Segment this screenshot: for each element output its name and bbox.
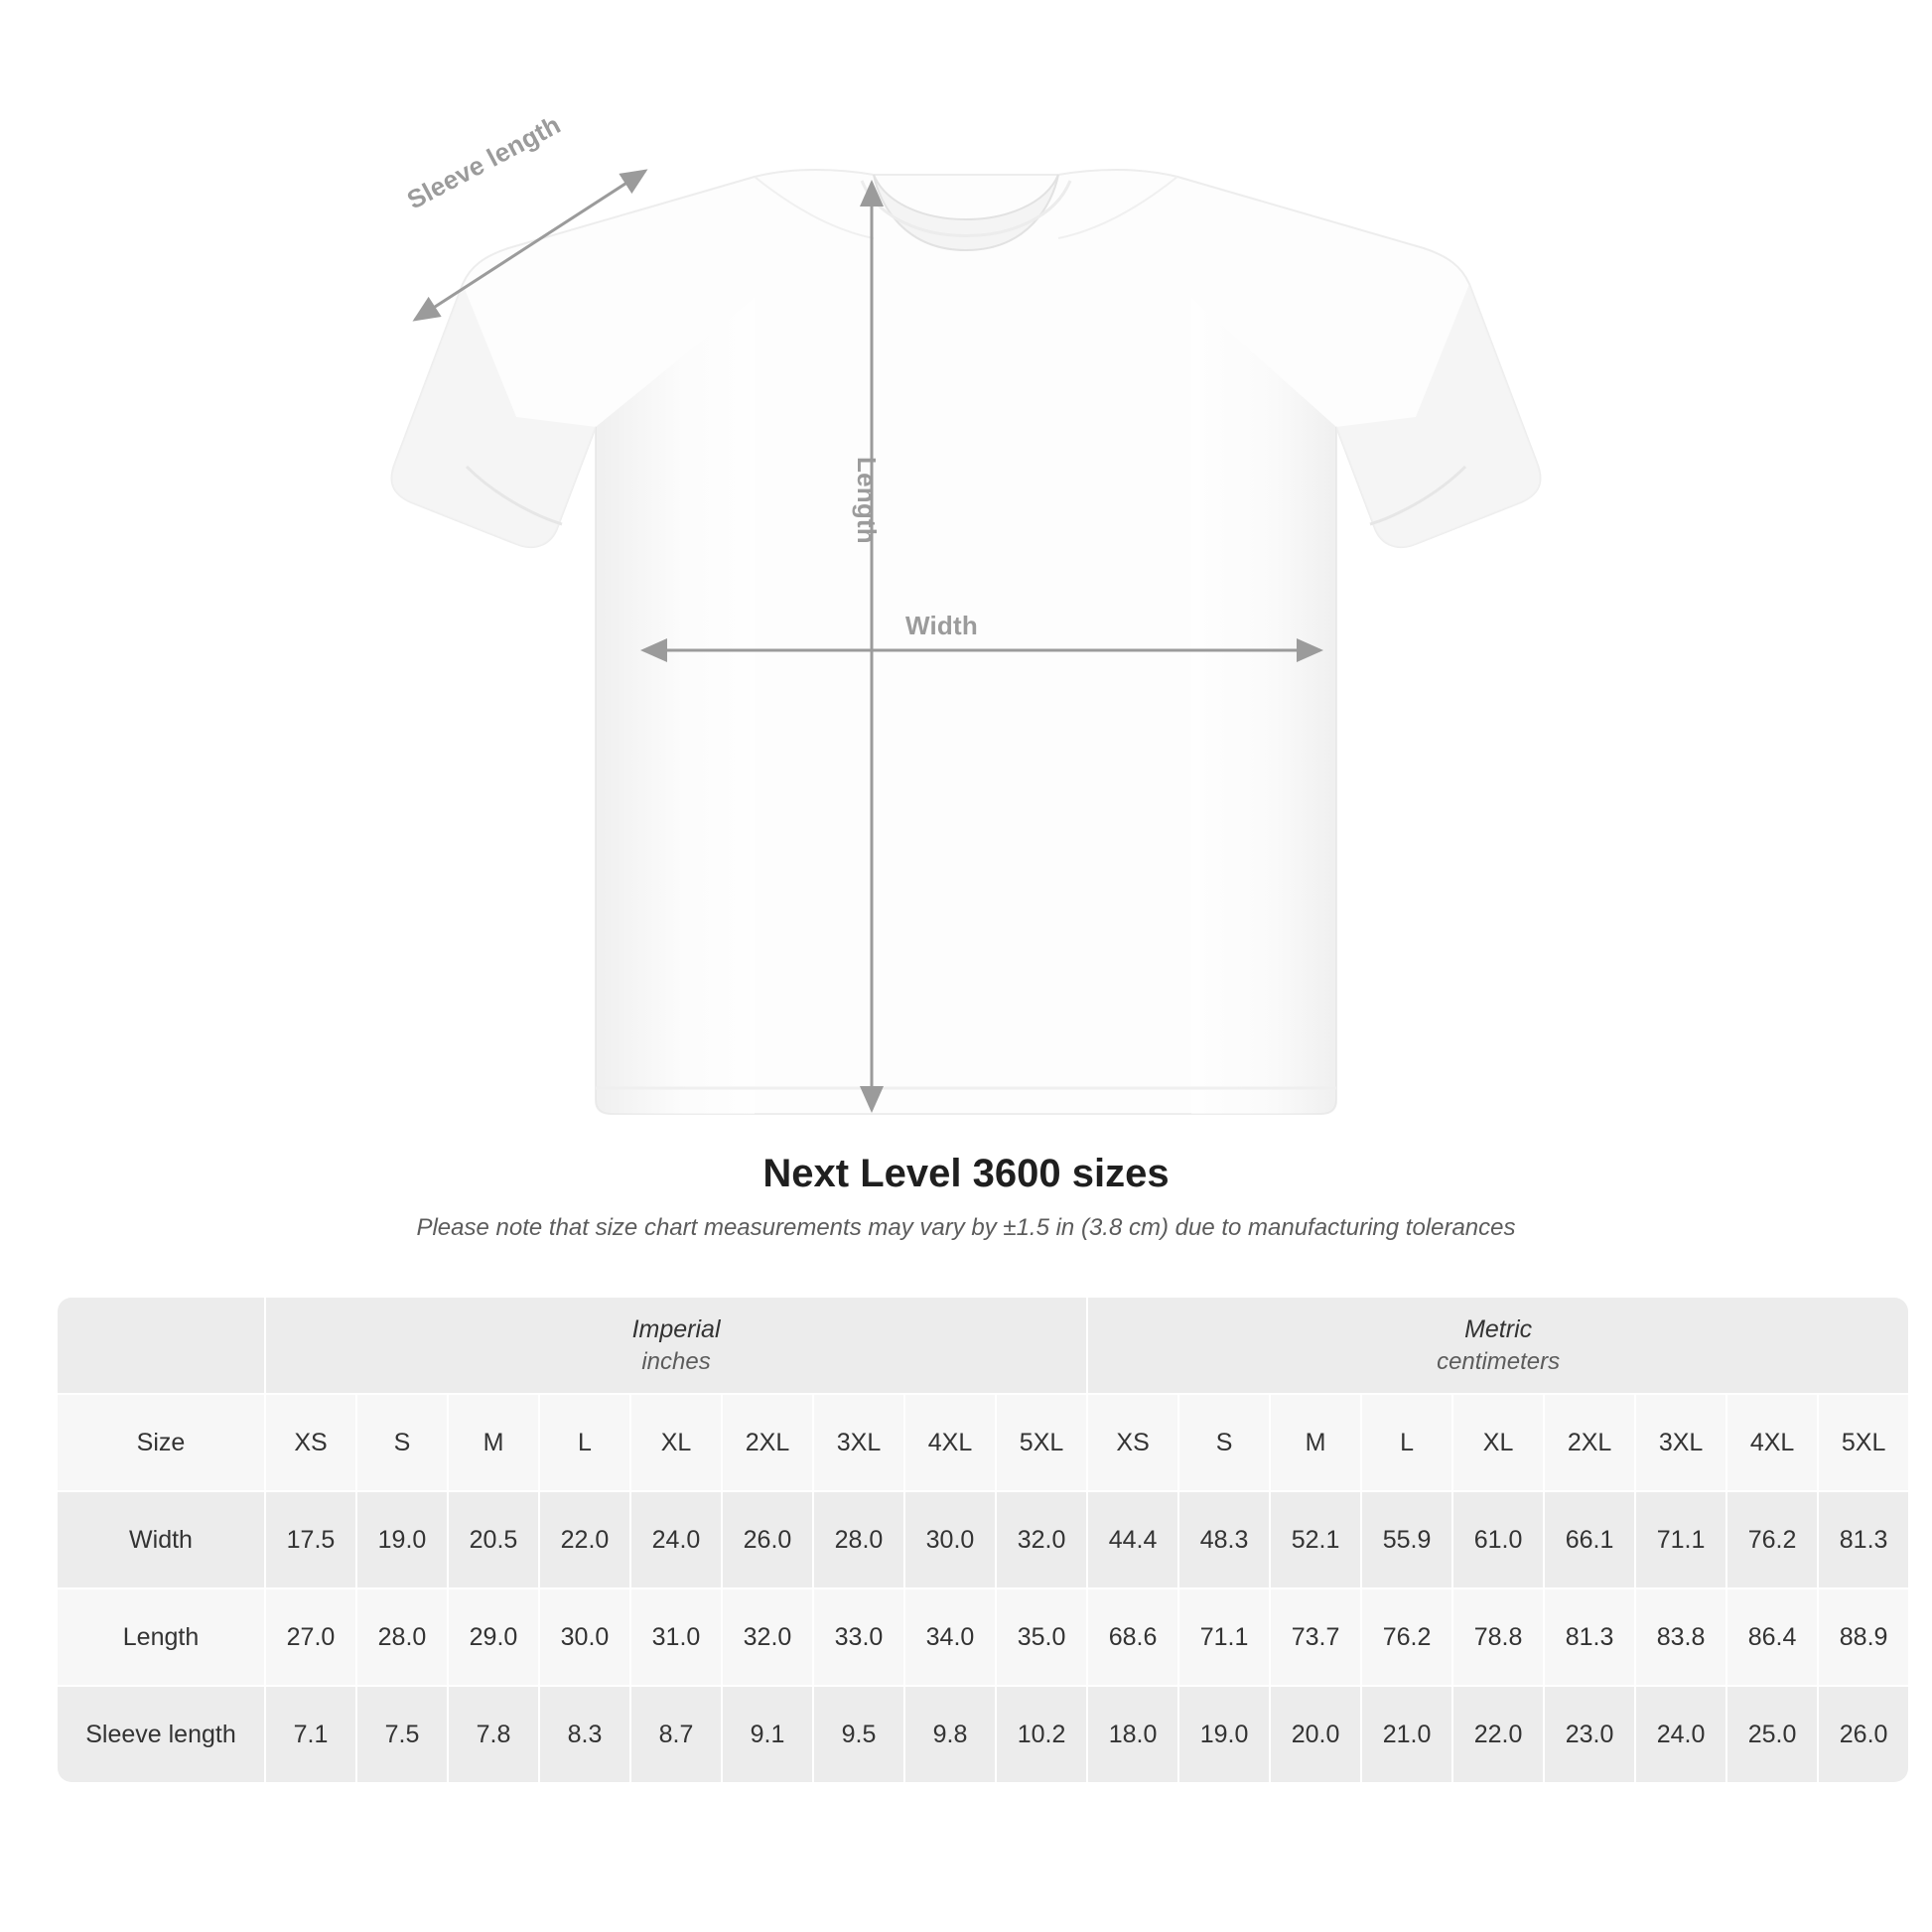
cell-length-imp-l: 30.0 [540,1589,629,1685]
unit-header-row [58,1298,1908,1393]
size-col-imp-2xl: 2XL [723,1395,812,1490]
cell-sleeve-met-xs: 18.0 [1088,1687,1177,1782]
size-col-met-s: S [1179,1395,1269,1490]
size-col-imp-s: S [357,1395,447,1490]
size-header-row [58,1395,1908,1490]
cell-sleeve-imp-xl: 8.7 [631,1687,721,1782]
size-row-label: Size [58,1395,264,1490]
imperial-label: Imperial [631,1314,721,1343]
metric-label: Metric [1464,1314,1533,1343]
size-col-met-4xl: 4XL [1727,1395,1817,1490]
table-corner-cell [58,1298,264,1393]
cell-sleeve-met-3xl: 24.0 [1636,1687,1725,1782]
size-col-met-2xl: 2XL [1545,1395,1634,1490]
size-col-imp-5xl: 5XL [997,1395,1086,1490]
size-col-imp-xs: XS [266,1395,355,1490]
size-col-imp-m: M [449,1395,538,1490]
cell-length-imp-xs: 27.0 [266,1589,355,1685]
size-col-imp-4xl: 4XL [905,1395,995,1490]
cell-width-met-m: 52.1 [1271,1492,1360,1587]
cell-sleeve-met-s: 19.0 [1179,1687,1269,1782]
row-label-length: Length [58,1589,264,1685]
row-label-width: Width [58,1492,264,1587]
cell-sleeve-imp-4xl: 9.8 [905,1687,995,1782]
cell-length-met-4xl: 86.4 [1727,1589,1817,1685]
cell-sleeve-met-4xl: 25.0 [1727,1687,1817,1782]
cell-width-met-2xl: 66.1 [1545,1492,1634,1587]
cell-sleeve-met-l: 21.0 [1362,1687,1451,1782]
size-col-met-xs: XS [1088,1395,1177,1490]
size-col-met-5xl: 5XL [1819,1395,1908,1490]
cell-sleeve-met-xl: 22.0 [1453,1687,1543,1782]
cell-length-met-2xl: 81.3 [1545,1589,1634,1685]
cell-sleeve-met-2xl: 23.0 [1545,1687,1634,1782]
cell-sleeve-met-m: 20.0 [1271,1687,1360,1782]
cell-width-imp-5xl: 32.0 [997,1492,1086,1587]
cell-width-met-l: 55.9 [1362,1492,1451,1587]
size-col-imp-3xl: 3XL [814,1395,903,1490]
cell-sleeve-imp-5xl: 10.2 [997,1687,1086,1782]
cell-width-imp-xl: 24.0 [631,1492,721,1587]
cell-length-met-m: 73.7 [1271,1589,1360,1685]
width-dimension-label: Width [905,611,978,640]
cell-width-imp-3xl: 28.0 [814,1492,903,1587]
cell-length-imp-2xl: 32.0 [723,1589,812,1685]
cell-width-imp-xs: 17.5 [266,1492,355,1587]
cell-length-imp-3xl: 33.0 [814,1589,903,1685]
cell-width-imp-m: 20.5 [449,1492,538,1587]
table-row-sleeve-length [58,1687,1908,1782]
size-col-met-l: L [1362,1395,1451,1490]
size-col-met-xl: XL [1453,1395,1543,1490]
cell-length-met-l: 76.2 [1362,1589,1451,1685]
metric-group-header [1088,1298,1908,1393]
imperial-unit: inches [641,1347,711,1375]
tshirt-shape [392,170,1541,1114]
cell-width-met-xl: 61.0 [1453,1492,1543,1587]
cell-width-met-5xl: 81.3 [1819,1492,1908,1587]
cell-length-met-3xl: 83.8 [1636,1589,1725,1685]
cell-sleeve-imp-3xl: 9.5 [814,1687,903,1782]
imperial-group-header [266,1298,1086,1393]
cell-length-imp-s: 28.0 [357,1589,447,1685]
cell-length-met-xs: 68.6 [1088,1589,1177,1685]
cell-width-imp-s: 19.0 [357,1492,447,1587]
cell-length-imp-m: 29.0 [449,1589,538,1685]
cell-width-imp-2xl: 26.0 [723,1492,812,1587]
cell-sleeve-met-5xl: 26.0 [1819,1687,1908,1782]
cell-sleeve-imp-l: 8.3 [540,1687,629,1782]
sleeve-length-dimension-label: Sleeve length [402,109,566,215]
cell-width-met-s: 48.3 [1179,1492,1269,1587]
cell-length-imp-5xl: 35.0 [997,1589,1086,1685]
cell-width-imp-l: 22.0 [540,1492,629,1587]
cell-sleeve-imp-s: 7.5 [357,1687,447,1782]
cell-sleeve-imp-xs: 7.1 [266,1687,355,1782]
row-label-sleeve-length: Sleeve length [58,1687,264,1782]
tolerance-note: Please note that size chart measurements may vary by ±1.5 in (3.8 cm) due to manufacturing tolerances [416,1214,1516,1241]
table-row-width [58,1492,1908,1587]
cell-sleeve-imp-m: 7.8 [449,1687,538,1782]
size-col-imp-xl: XL [631,1395,721,1490]
cell-length-imp-4xl: 34.0 [905,1589,995,1685]
table-row-length [58,1589,1908,1685]
cell-length-imp-xl: 31.0 [631,1589,721,1685]
cell-length-met-xl: 78.8 [1453,1589,1543,1685]
cell-length-met-5xl: 88.9 [1819,1589,1908,1685]
cell-width-met-xs: 44.4 [1088,1492,1177,1587]
size-col-met-m: M [1271,1395,1360,1490]
cell-sleeve-imp-2xl: 9.1 [723,1687,812,1782]
cell-width-met-4xl: 76.2 [1727,1492,1817,1587]
size-table [56,1296,1910,1784]
size-col-met-3xl: 3XL [1636,1395,1725,1490]
size-col-imp-l: L [540,1395,629,1490]
title-block [0,1152,1932,1242]
metric-unit: centimeters [1437,1347,1561,1375]
page-title: Next Level 3600 sizes [762,1152,1170,1195]
length-dimension-label: Length [852,457,882,544]
cell-width-met-3xl: 71.1 [1636,1492,1725,1587]
size-table-wrapper [56,1296,1888,1784]
cell-length-met-s: 71.1 [1179,1589,1269,1685]
cell-width-imp-4xl: 30.0 [905,1492,995,1587]
